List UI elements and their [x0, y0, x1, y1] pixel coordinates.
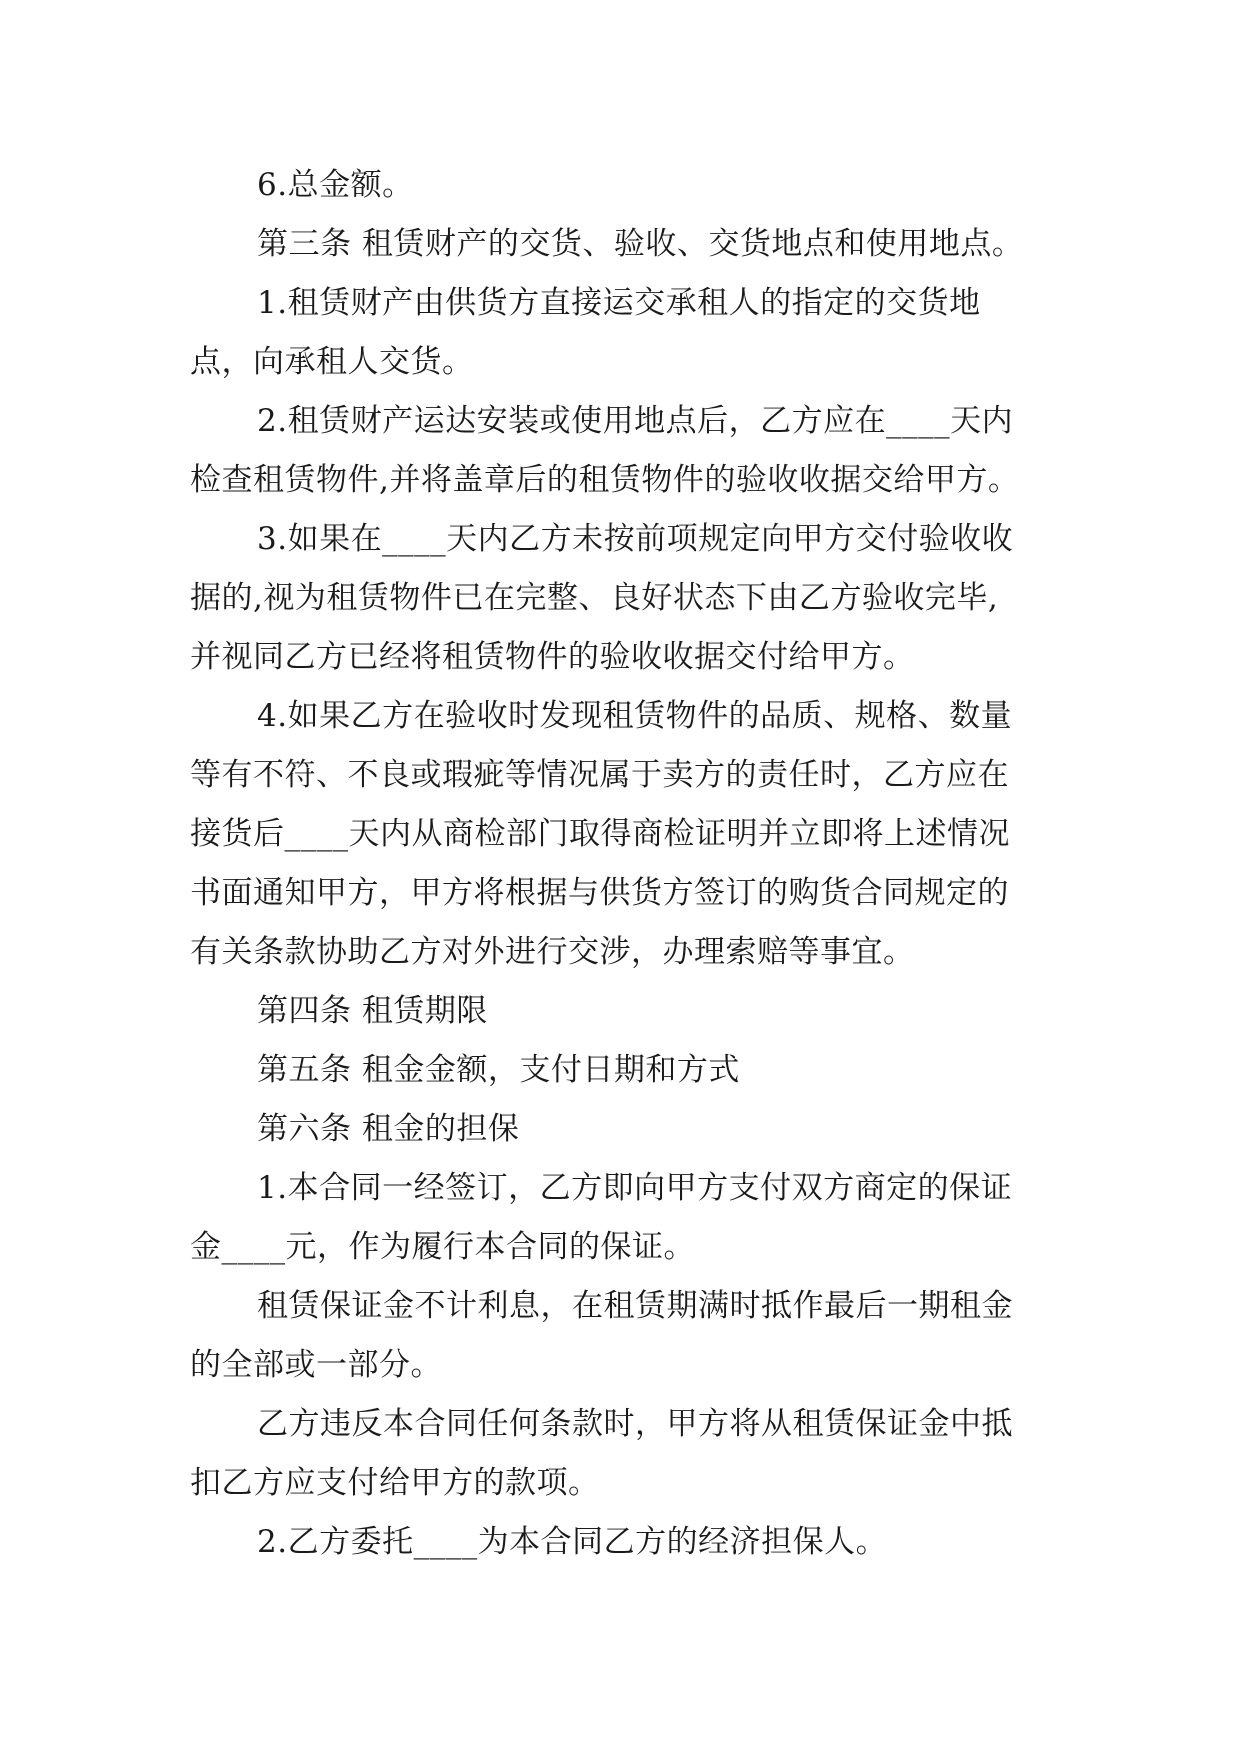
- text-line: 1.租赁财产由供货方直接运交承租人的指定的交货地: [257, 285, 981, 321]
- text-line: 金____元，作为履行本合同的保证。: [190, 1229, 695, 1265]
- text-line: 接货后____天内从商检部门取得商检证明并立即将上述情况: [190, 816, 1010, 852]
- text-line: 2.乙方委托____为本合同乙方的经济担保人。: [257, 1524, 888, 1560]
- article-heading: 第三条 租赁财产的交货、验收、交货地点和使用地点。: [257, 226, 1024, 262]
- article-heading: 第五条 租金金额，支付日期和方式: [257, 1052, 740, 1088]
- text-line: 4.如果乙方在验收时发现租赁物件的品质、规格、数量: [257, 698, 1013, 734]
- text-line: 等有不符、不良或瑕疵等情况属于卖方的责任时，乙方应在: [190, 757, 1009, 793]
- text-line: 乙方违反本合同任何条款时，甲方将从租赁保证金中抵: [257, 1406, 1013, 1442]
- text-line: 1.本合同一经签订，乙方即向甲方支付双方商定的保证: [257, 1170, 1013, 1206]
- text-line: 点，向承租人交货。: [190, 344, 474, 380]
- text-line: 扣乙方应支付给甲方的款项。: [190, 1465, 600, 1501]
- text-line: 书面通知甲方，甲方将根据与供货方签订的购货合同规定的: [190, 875, 1009, 911]
- article-heading: 第六条 租金的担保: [257, 1111, 520, 1147]
- text-line: 检查租赁物件,并将盖章后的租赁物件的验收收据交给甲方。: [190, 462, 1020, 498]
- text-line: 有关条款协助乙方对外进行交涉，办理索赔等事宜。: [190, 934, 915, 970]
- text-line: 租赁保证金不计利息，在租赁期满时抵作最后一期租金: [257, 1288, 1013, 1324]
- text-line: 2.租赁财产运达安装或使用地点后，乙方应在____天内: [257, 403, 1014, 439]
- article-heading: 第四条 租赁期限: [257, 993, 488, 1029]
- text-line: 6.总金额。: [257, 167, 414, 203]
- text-line: 3.如果在____天内乙方未按前项规定向甲方交付验收收: [257, 521, 1014, 557]
- text-line: 据的,视为租赁物件已在完整、良好状态下由乙方验收完毕,: [190, 580, 999, 616]
- text-line: 并视同乙方已经将租赁物件的验收收据交付给甲方。: [190, 639, 915, 675]
- text-line: 的全部或一部分。: [190, 1347, 442, 1383]
